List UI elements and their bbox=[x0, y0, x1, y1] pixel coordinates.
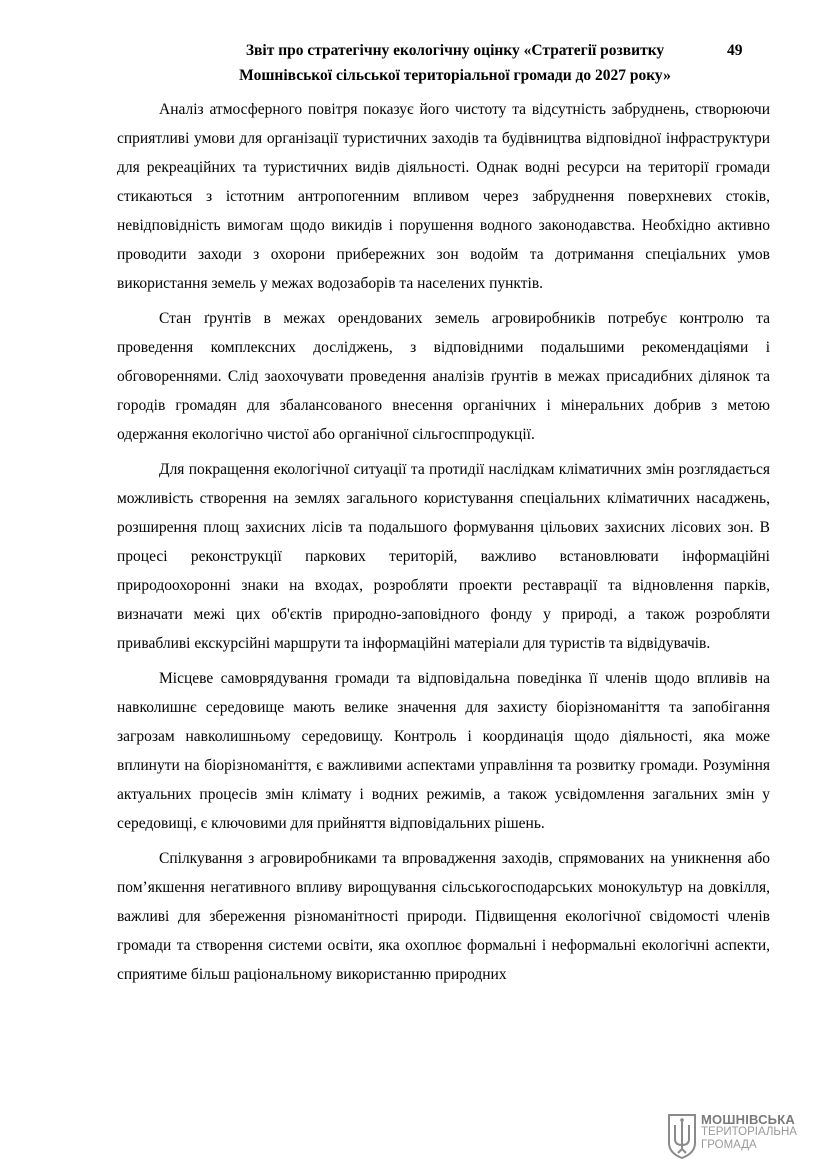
paragraph: Для покращення екологічної ситуації та протидії наслідкам кліматичних змін розглядається можливість створення на землях загального користування спеціальних кліматичних насаджень, розширення площ захисних лісів та подальшого формування цільових захисних лісових зон. В процесі реконструкції паркових територій, важливо встановлювати інформаційні природоохоронні знаки на входах, розробляти проекти реставрації та відновлення парків, визначати межі цих об'єктів природно-заповідного фонду у природі, а також розробляти привабливі екскурсійні маршрути та інформаційні матеріали для туристів та відвідувачів. bbox=[117, 461, 770, 652]
trident-coat-of-arms-icon bbox=[667, 1113, 697, 1159]
page-header-title bbox=[190, 38, 720, 88]
logo-title: МОШНІВСЬКА bbox=[701, 1112, 795, 1127]
paragraph: Місцеве самоврядування громади та відповідальна поведінка її членів щодо впливів на навколишнє середовище мають велике значення для захисту біорізноманіття та запобігання загрозам навколишньому середовищу. Контроль і координація щодо діяльності, яка може вплинути на біорізноманіття, є важливими аспектами управління та розвитку громади. Розуміння актуальних процесів змін клімату і водних режимів, а також усвідомлення загальних змін у середовищі, є ключовими для прийняття відповідальних рішень. bbox=[117, 670, 770, 832]
logo-subtitle-2: ГРОМАДА bbox=[701, 1139, 757, 1151]
community-logo bbox=[667, 1113, 817, 1161]
paragraph: Аналіз атмосферного повітря показує його чистоту та відсутність забруднень, створюючи сприятливі умови для організації туристичних заходів та будівництва відповідної інфраструктури для рекреаційних та туристичних видів діяльності. Однак водні ресурси на території громади стикаються з істотним антропогенним впливом через забруднення поверхневих стоків, невідповідність вимогам щодо викидів і порушення водного законодавства. Необхідно активно проводити заходи з охорони прибережних зон водойм та дотримання спеціальних умов використання земель у межах водозаборів та населених пунктів. bbox=[117, 101, 770, 292]
page-number: 49 bbox=[727, 42, 743, 59]
header-title-line-2: Мошнівської сільської територіальної громади до 2027 року» bbox=[239, 67, 671, 84]
paragraph: Стан ґрунтів в межах орендованих земель агровиробників потребує контролю та проведення комплексних досліджень, з відповідними подальшими рекомендаціями і обговореннями. Слід заохочувати проведення аналізів ґрунтів в межах присадибних ділянок та городів громадян для збалансованого внесення органічних і мінеральних добрив з метою одержання екологічно чистої або органічної сільгосппродукції. bbox=[117, 310, 770, 443]
paragraph: Спілкування з агровиробниками та впровадження заходів, спрямованих на уникнення або пом’якшення негативного впливу вирощування сільськогосподарських монокультур на довкілля, важливі для збереження різноманітності природи. Підвищення екологічної свідомості членів громади та створення системи освіти, яка охоплює формальні і неформальні екологічні аспекти, сприятиме більш раціональному використанню природних bbox=[117, 850, 770, 983]
logo-subtitle-1: ТЕРИТОРІАЛЬНА bbox=[701, 1126, 797, 1138]
header-title-line-1: Звіт про стратегічну екологічну оцінку «Стратегії розвитку bbox=[245, 42, 665, 59]
document-body bbox=[117, 95, 770, 995]
